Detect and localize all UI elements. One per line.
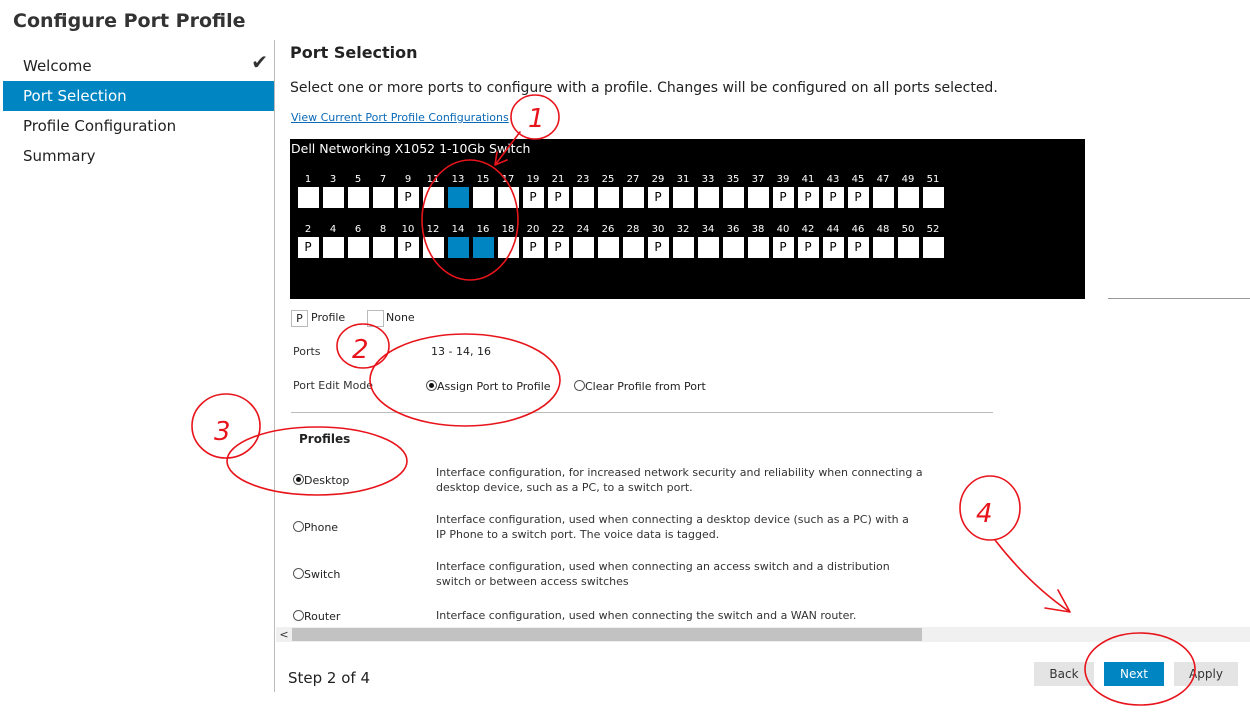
section-divider xyxy=(291,412,993,413)
port-24[interactable] xyxy=(571,223,595,258)
window-title: Configure Port Profile xyxy=(13,10,246,32)
port-number-label: 48 xyxy=(876,224,890,235)
profile-phone-radio[interactable] xyxy=(293,521,338,534)
radio-label: Phone xyxy=(304,521,339,534)
port-box[interactable] xyxy=(373,237,394,258)
ports-value: 13 - 14, 16 xyxy=(431,345,491,358)
port-number-label: 16 xyxy=(476,224,490,235)
port-14[interactable] xyxy=(446,223,470,258)
port-box[interactable] xyxy=(923,237,944,258)
port-41[interactable] xyxy=(796,173,820,208)
step-indicator: Step 2 of 4 xyxy=(288,669,371,687)
port-17[interactable] xyxy=(496,173,520,208)
port-50[interactable] xyxy=(896,223,920,258)
port-number-label: 18 xyxy=(501,224,515,235)
port-box[interactable] xyxy=(473,187,494,208)
sidebar-item-welcome[interactable] xyxy=(0,51,274,81)
port-number-label: 39 xyxy=(776,174,790,185)
port-box[interactable]: P xyxy=(773,237,794,258)
port-box[interactable]: P xyxy=(523,187,544,208)
port-box[interactable] xyxy=(348,237,369,258)
back-button[interactable]: Back xyxy=(1034,662,1094,686)
port-number-label: 32 xyxy=(676,224,690,235)
port-28[interactable] xyxy=(621,223,645,258)
port-edit-mode-label: Port Edit Mode xyxy=(293,379,374,392)
view-port-profile-configurations-link[interactable]: View Current Port Profile Configurations xyxy=(291,111,509,124)
port-number-label: 23 xyxy=(576,174,590,185)
port-number-label: 15 xyxy=(476,174,490,185)
annotation-circle-2 xyxy=(337,324,389,368)
port-31[interactable] xyxy=(671,173,695,208)
port-38[interactable] xyxy=(746,223,770,258)
port-box[interactable]: P xyxy=(823,237,844,258)
port-box[interactable]: P xyxy=(848,187,869,208)
port-number-label: 29 xyxy=(651,174,665,185)
port-box[interactable]: P xyxy=(548,237,569,258)
port-box-selected[interactable] xyxy=(473,237,494,258)
checkmark-icon: ✔ xyxy=(251,50,268,74)
apply-button[interactable]: Apply xyxy=(1174,662,1238,686)
port-44[interactable] xyxy=(821,223,845,258)
port-29[interactable] xyxy=(646,173,670,208)
port-number-label: 7 xyxy=(379,174,387,185)
port-box[interactable]: P xyxy=(523,237,544,258)
port-16[interactable] xyxy=(471,223,495,258)
sidebar-item-label: Summary xyxy=(23,147,96,165)
port-8[interactable] xyxy=(371,223,395,258)
profile-router-radio[interactable] xyxy=(293,610,340,623)
port-number-label: 37 xyxy=(751,174,765,185)
port-box[interactable] xyxy=(748,237,769,258)
port-9[interactable] xyxy=(396,173,420,208)
port-number-label: 10 xyxy=(401,224,415,235)
annotation-label-3: 3 xyxy=(214,417,231,447)
port-box[interactable] xyxy=(573,187,594,208)
port-42[interactable] xyxy=(796,223,820,258)
radio-unselected-icon xyxy=(293,610,304,621)
wizard-sidebar xyxy=(0,51,274,171)
port-number-label: 44 xyxy=(826,224,840,235)
legend-profile-swatch: P xyxy=(291,310,308,327)
port-34[interactable] xyxy=(696,223,720,258)
sidebar-item-port-selection[interactable] xyxy=(3,81,274,111)
port-4[interactable] xyxy=(321,223,345,258)
port-23[interactable] xyxy=(571,173,595,208)
port-number-label: 5 xyxy=(354,174,362,185)
port-33[interactable] xyxy=(696,173,720,208)
switch-model-label: Dell Networking X1052 1-10Gb Switch xyxy=(291,141,531,156)
port-40[interactable] xyxy=(771,223,795,258)
port-number-label: 46 xyxy=(851,224,865,235)
port-26[interactable] xyxy=(596,223,620,258)
port-37[interactable] xyxy=(746,173,770,208)
port-3[interactable] xyxy=(321,173,345,208)
port-box[interactable]: P xyxy=(398,237,419,258)
port-box-selected[interactable] xyxy=(448,187,469,208)
port-number-label: 28 xyxy=(626,224,640,235)
port-51[interactable] xyxy=(921,173,945,208)
port-box[interactable] xyxy=(898,237,919,258)
section-title: Port Selection xyxy=(290,43,418,62)
port-46[interactable] xyxy=(846,223,870,258)
assign-port-radio[interactable] xyxy=(426,380,551,393)
port-box[interactable]: P xyxy=(398,187,419,208)
port-45[interactable] xyxy=(846,173,870,208)
port-number-label: 1 xyxy=(304,174,312,185)
radio-label: Clear Profile from Port xyxy=(585,380,706,393)
legend-profile-label: Profile xyxy=(311,311,346,324)
port-box[interactable] xyxy=(423,237,444,258)
switch-panel xyxy=(290,139,1085,299)
annotation-label-1: 1 xyxy=(528,104,545,134)
port-13[interactable] xyxy=(446,173,470,208)
port-2[interactable] xyxy=(296,223,320,258)
radio-selected-icon xyxy=(426,380,437,391)
port-number-label: 19 xyxy=(526,174,540,185)
port-box[interactable]: P xyxy=(298,237,319,258)
port-number-label: 38 xyxy=(751,224,765,235)
port-number-label: 33 xyxy=(701,174,715,185)
profile-switch-description: Interface configuration, used when connecting an access switch and a distribution switch or between access switches xyxy=(436,560,890,588)
port-48[interactable] xyxy=(871,223,895,258)
annotation-label-2: 2 xyxy=(352,335,369,365)
port-number-label: 11 xyxy=(426,174,440,185)
port-number-label: 12 xyxy=(426,224,440,235)
port-box[interactable]: P xyxy=(848,237,869,258)
profile-router-description: Interface configuration, used when connecting the switch and a WAN router. xyxy=(436,609,857,622)
radio-label: Assign Port to Profile xyxy=(437,380,551,393)
port-box[interactable]: P xyxy=(798,237,819,258)
instruction-text: Select one or more ports to configure with a profile. Changes will be configured on all ports selected. xyxy=(290,80,998,96)
port-11[interactable] xyxy=(421,173,445,208)
port-box[interactable] xyxy=(698,187,719,208)
port-box[interactable] xyxy=(498,187,519,208)
port-box[interactable] xyxy=(423,187,444,208)
sidebar-item-label: Welcome xyxy=(23,57,92,75)
port-15[interactable] xyxy=(471,173,495,208)
port-5[interactable] xyxy=(346,173,370,208)
port-box[interactable] xyxy=(348,187,369,208)
port-39[interactable] xyxy=(771,173,795,208)
port-box[interactable]: P xyxy=(548,187,569,208)
port-number-label: 9 xyxy=(404,174,412,185)
ports-label: Ports xyxy=(293,345,321,358)
port-number-label: 3 xyxy=(329,174,337,185)
port-number-label: 26 xyxy=(601,224,615,235)
port-49[interactable] xyxy=(896,173,920,208)
port-number-label: 51 xyxy=(926,174,940,185)
port-number-label: 20 xyxy=(526,224,540,235)
port-7[interactable] xyxy=(371,173,395,208)
port-box[interactable] xyxy=(873,187,894,208)
radio-label: Switch xyxy=(304,568,341,581)
port-number-label: 17 xyxy=(501,174,515,185)
port-number-label: 49 xyxy=(901,174,915,185)
legend-none-swatch xyxy=(367,310,384,327)
port-number-label: 27 xyxy=(626,174,640,185)
port-box[interactable]: P xyxy=(773,187,794,208)
sidebar-divider xyxy=(274,40,275,692)
port-box[interactable] xyxy=(623,237,644,258)
port-22[interactable] xyxy=(546,223,570,258)
port-number-label: 25 xyxy=(601,174,615,185)
annotation-circle-1 xyxy=(511,95,559,139)
profile-switch-radio[interactable] xyxy=(293,568,340,581)
port-number-label: 47 xyxy=(876,174,890,185)
port-box[interactable] xyxy=(598,187,619,208)
port-number-label: 31 xyxy=(676,174,690,185)
port-43[interactable] xyxy=(821,173,845,208)
port-21[interactable] xyxy=(546,173,570,208)
port-box[interactable] xyxy=(298,187,319,208)
port-number-label: 45 xyxy=(851,174,865,185)
port-19[interactable] xyxy=(521,173,545,208)
sidebar-item-profile-configuration[interactable] xyxy=(0,111,274,141)
port-6[interactable] xyxy=(346,223,370,258)
port-number-label: 52 xyxy=(926,224,940,235)
port-number-label: 8 xyxy=(379,224,387,235)
profile-desktop-description: Interface configuration, for increased network security and reliability when connecting a desktop device, such as a PC, to a switch port. xyxy=(436,466,923,494)
port-box[interactable] xyxy=(673,237,694,258)
horizontal-scrollbar[interactable] xyxy=(276,627,1250,642)
port-number-label: 22 xyxy=(551,224,565,235)
radio-unselected-icon xyxy=(293,521,304,532)
port-box[interactable] xyxy=(898,187,919,208)
annotation-arrow-4 xyxy=(995,540,1070,612)
port-box[interactable]: P xyxy=(798,187,819,208)
port-box[interactable] xyxy=(498,237,519,258)
port-number-label: 14 xyxy=(451,224,465,235)
radio-unselected-icon xyxy=(293,568,304,579)
divider-line xyxy=(1108,298,1250,299)
annotation-label-4: 4 xyxy=(976,499,993,529)
port-number-label: 24 xyxy=(576,224,590,235)
radio-selected-icon xyxy=(293,474,304,485)
port-box[interactable]: P xyxy=(648,237,669,258)
scrollbar-thumb[interactable] xyxy=(292,628,922,641)
port-number-label: 50 xyxy=(901,224,915,235)
port-box[interactable] xyxy=(598,237,619,258)
port-number-label: 30 xyxy=(651,224,665,235)
port-number-label: 42 xyxy=(801,224,815,235)
radio-unselected-icon xyxy=(574,380,585,391)
port-box[interactable] xyxy=(323,187,344,208)
port-number-label: 6 xyxy=(354,224,362,235)
port-box[interactable] xyxy=(723,237,744,258)
profile-desktop-radio[interactable] xyxy=(293,474,349,487)
port-box[interactable] xyxy=(748,187,769,208)
port-35[interactable] xyxy=(721,173,745,208)
annotation-circle-4 xyxy=(960,476,1020,540)
port-box[interactable] xyxy=(573,237,594,258)
port-number-label: 40 xyxy=(776,224,790,235)
port-27[interactable] xyxy=(621,173,645,208)
annotation-circle-3 xyxy=(192,394,260,458)
legend-none-label: None xyxy=(386,311,415,324)
port-20[interactable] xyxy=(521,223,545,258)
port-number-label: 34 xyxy=(701,224,715,235)
port-number-label: 2 xyxy=(304,224,312,235)
port-box[interactable] xyxy=(373,187,394,208)
port-number-label: 35 xyxy=(726,174,740,185)
port-number-label: 13 xyxy=(451,174,465,185)
port-52[interactable] xyxy=(921,223,945,258)
port-10[interactable] xyxy=(396,223,420,258)
port-box[interactable]: P xyxy=(823,187,844,208)
port-36[interactable] xyxy=(721,223,745,258)
port-number-label: 4 xyxy=(329,224,337,235)
port-box[interactable] xyxy=(698,237,719,258)
sidebar-item-label: Profile Configuration xyxy=(23,117,177,135)
port-number-label: 43 xyxy=(826,174,840,185)
port-number-label: 21 xyxy=(551,174,565,185)
profile-phone-description: Interface configuration, used when connecting a desktop device (such as a PC) with a IP Phone to a switch port. The voice data is tagged. xyxy=(436,513,909,541)
port-47[interactable] xyxy=(871,173,895,208)
port-box-selected[interactable] xyxy=(448,237,469,258)
port-25[interactable] xyxy=(596,173,620,208)
radio-label: Desktop xyxy=(304,474,350,487)
port-18[interactable] xyxy=(496,223,520,258)
scroll-left-icon[interactable]: < xyxy=(279,628,289,641)
port-1[interactable] xyxy=(296,173,320,208)
port-32[interactable] xyxy=(671,223,695,258)
radio-label: Router xyxy=(304,610,341,623)
port-box[interactable] xyxy=(673,187,694,208)
port-box[interactable]: P xyxy=(648,187,669,208)
port-number-label: 36 xyxy=(726,224,740,235)
profiles-heading: Profiles xyxy=(299,432,351,446)
port-number-label: 41 xyxy=(801,174,815,185)
port-box[interactable] xyxy=(923,187,944,208)
clear-profile-radio[interactable] xyxy=(574,380,706,393)
port-box[interactable] xyxy=(873,237,894,258)
port-30[interactable] xyxy=(646,223,670,258)
port-box[interactable] xyxy=(623,187,644,208)
port-box[interactable] xyxy=(723,187,744,208)
port-12[interactable] xyxy=(421,223,445,258)
next-button[interactable]: Next xyxy=(1104,662,1164,686)
sidebar-item-summary[interactable] xyxy=(0,141,274,171)
port-box[interactable] xyxy=(323,237,344,258)
sidebar-item-label: Port Selection xyxy=(23,87,127,105)
